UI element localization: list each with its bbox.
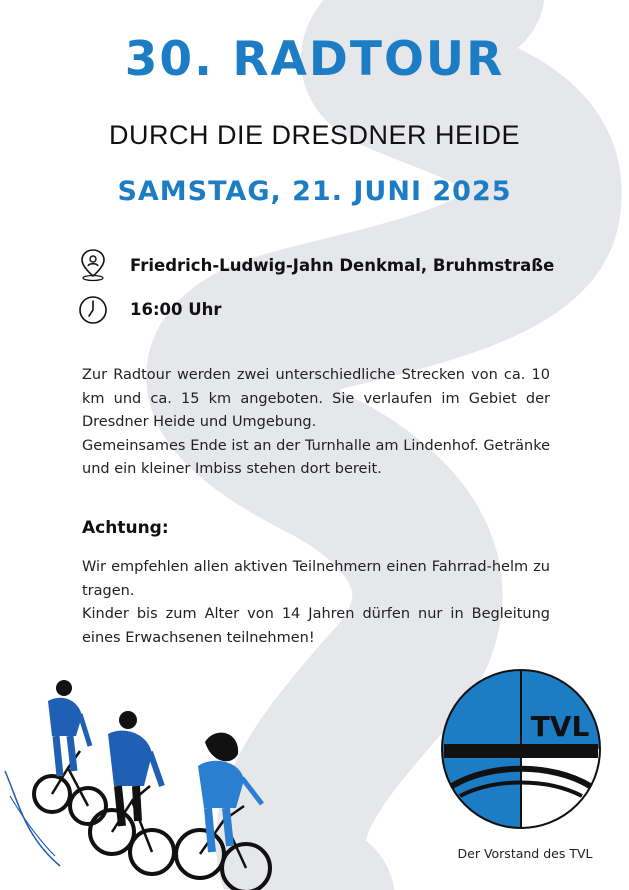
time-text: 16:00 Uhr	[130, 299, 222, 319]
event-subtitle: DURCH DIE DRESDNER HEIDE	[108, 120, 521, 150]
event-date: SAMSTAG, 21. JUNI 2025	[117, 176, 512, 207]
description-paragraph: Gemeinsames Ende ist an der Turnhalle am Lindenhof. Getränke und ein kleiner Imbiss stehen dort bereit.	[82, 437, 550, 477]
tvl-logo	[440, 668, 602, 830]
description-paragraph: Zur Radtour werden zwei unterschiedliche Strecken von ca. 10 km und ca. 15 km angeboten. Sie verlaufen im Gebiet der Dresdner Heide und Umgebung.	[82, 367, 550, 430]
cyclist-1	[34, 680, 106, 824]
signature: Der Vorstand des TVL	[457, 846, 593, 861]
logo-text: TVL	[530, 710, 590, 743]
notice-heading: Achtung:	[82, 518, 169, 538]
event-title: 30. RADTOUR	[124, 32, 505, 87]
cyclists-illustration	[0, 676, 290, 890]
cyclist-3	[176, 733, 270, 890]
time-row	[78, 292, 222, 326]
clock-icon	[78, 292, 108, 326]
location-row	[78, 248, 554, 282]
description	[82, 364, 550, 482]
location-text: Friedrich-Ludwig-Jahn Denkmal, Bruhmstraße	[130, 255, 555, 275]
notice-text	[82, 556, 550, 650]
notice-paragraph: Wir empfehlen allen aktiven Teilnehmern einen Fahrrad-helm zu tragen.	[82, 559, 550, 599]
location-pin-icon	[78, 248, 108, 282]
notice-paragraph: Kinder bis zum Alter von 14 Jahren dürfen nur in Begleitung eines Erwachsenen teilnehmen!	[82, 606, 550, 646]
